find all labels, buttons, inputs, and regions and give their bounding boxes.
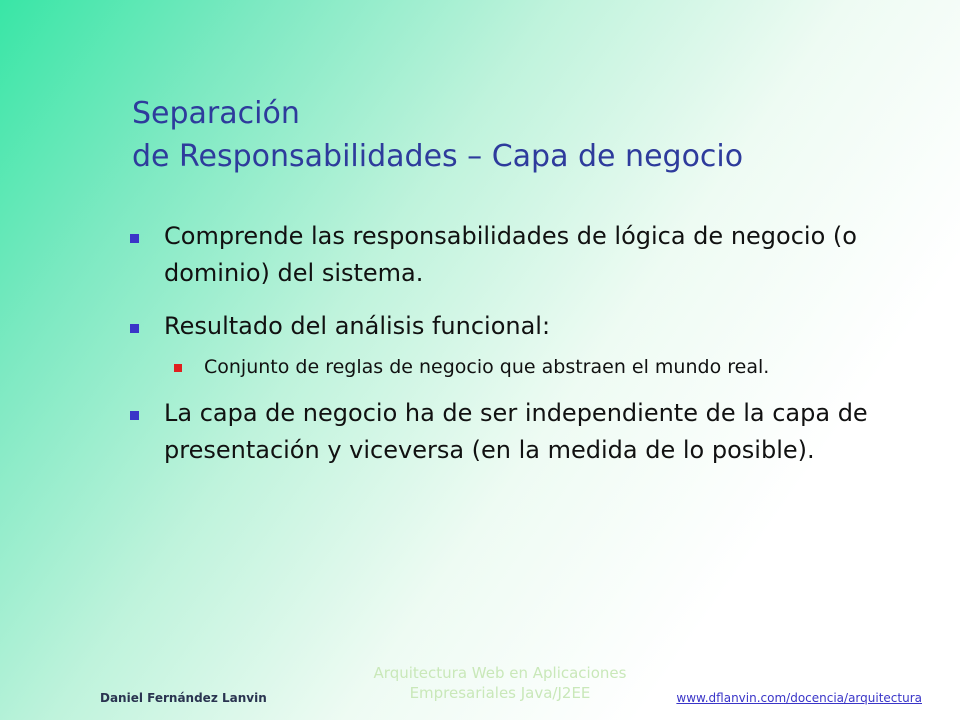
bullet-item (130, 218, 930, 292)
footer-course-line-1: Arquitectura Web en Aplicaciones (373, 664, 627, 682)
bullet-text: La capa de negocio ha de ser independiente de la capa de presentación y viceversa (en la medida de lo posible). (164, 399, 868, 464)
square-bullet-icon (130, 324, 139, 333)
square-sub-bullet-icon (174, 364, 182, 372)
square-bullet-icon (130, 234, 139, 243)
bullet-list (130, 218, 930, 469)
slide-title (132, 92, 932, 178)
footer-course-title (340, 663, 660, 703)
sub-bullet-list (164, 353, 930, 381)
footer-website-link[interactable]: www.dflanvin.com/docencia/arquitectura (676, 691, 922, 705)
title-line-2: de Responsabilidades – Capa de negocio (132, 139, 744, 174)
bullet-text: Comprende las responsabilidades de lógica de negocio (o dominio) del sistema. (164, 222, 857, 287)
square-bullet-icon (130, 411, 139, 420)
bullet-item (130, 308, 930, 381)
title-line-1: Separación (132, 96, 300, 131)
bullet-item (130, 395, 930, 469)
footer-author: Daniel Fernández Lanvin (100, 691, 267, 705)
sub-bullet-item (164, 353, 930, 381)
sub-bullet-text: Conjunto de reglas de negocio que abstraen el mundo real. (204, 356, 770, 378)
bullet-text: Resultado del análisis funcional: (164, 312, 551, 340)
footer-course-line-2: Empresariales Java/J2EE (409, 684, 591, 702)
